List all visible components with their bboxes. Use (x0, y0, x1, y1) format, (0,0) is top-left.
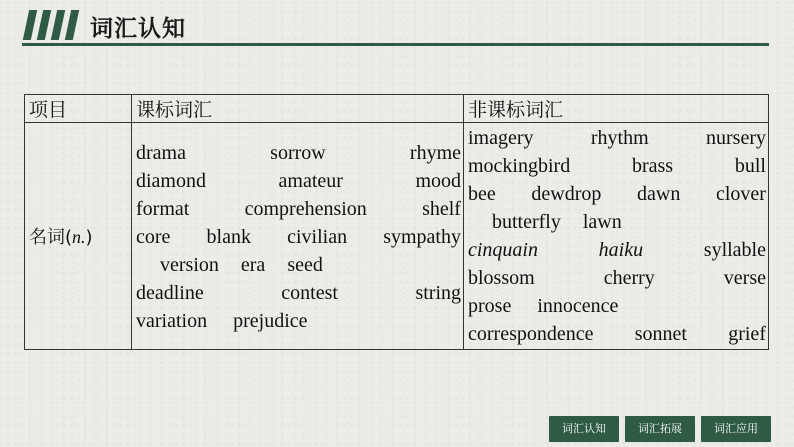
vocab-word: drama (136, 142, 186, 164)
vocab-word: deadline (136, 282, 204, 304)
vocab-word: innocence (537, 295, 619, 317)
vocab-word: lawn (582, 211, 622, 233)
vocab-word: prejudice (233, 310, 308, 332)
vocab-word: mood (415, 170, 461, 192)
vocab-word: sorrow (270, 142, 326, 164)
row-label-text: 名词( (29, 227, 73, 248)
vocab-line (136, 279, 461, 307)
header-nonstandard-vocab: 非课标词汇 (464, 95, 769, 123)
vocab-word: seed (287, 254, 323, 276)
title-underline (22, 43, 769, 46)
vocab-word: nursery (706, 127, 766, 149)
vocab-word: grief (728, 323, 766, 345)
row-label-close: ) (85, 227, 93, 248)
vocab-word: cherry (603, 267, 655, 289)
vocab-word: amateur (278, 170, 343, 192)
vocab-word: verse (723, 267, 766, 289)
vocab-word: version (160, 254, 219, 276)
standard-vocab-cell (132, 123, 464, 350)
vocab-word: mockingbird (468, 155, 571, 177)
vocab-line (468, 320, 766, 348)
header (0, 0, 794, 50)
vocab-line (136, 195, 461, 223)
vocab-word: comprehension (244, 198, 367, 220)
vocab-line (136, 167, 461, 195)
vocab-word: syllable (703, 239, 766, 261)
stripe (37, 10, 51, 40)
vocab-word: cinquain (468, 239, 538, 261)
vocab-word: variation (136, 310, 208, 332)
vocab-word: sympathy (383, 226, 461, 248)
vocab-line (136, 251, 461, 279)
nav-button-vocab-application[interactable]: 词汇应用 (701, 416, 771, 442)
vocab-word: bull (734, 155, 766, 177)
vocab-word: butterfly (492, 211, 561, 233)
vocab-word: rhyme (409, 142, 461, 164)
vocab-word: format (136, 198, 190, 220)
table-header-row (25, 95, 769, 123)
vocab-word: shelf (422, 198, 461, 220)
vocab-word: correspondence (468, 323, 594, 345)
vocab-line (136, 139, 461, 167)
vocab-word: rhythm (590, 127, 649, 149)
stripe (51, 10, 65, 40)
stripe (65, 10, 79, 40)
vocab-word: era (240, 254, 266, 276)
vocab-line (136, 307, 461, 335)
nav-button-vocab-expansion[interactable]: 词汇拓展 (625, 416, 695, 442)
vocab-line (468, 152, 766, 180)
header-item: 项目 (25, 95, 132, 123)
vocab-line (468, 180, 766, 208)
nav-button-vocab-recognition[interactable]: 词汇认知 (549, 416, 619, 442)
vocab-word: brass (631, 155, 674, 177)
nonstandard-vocab-cell (464, 123, 769, 350)
vocab-word: blossom (468, 267, 535, 289)
vocab-word: clover (716, 183, 766, 205)
vocab-word: string (415, 282, 461, 304)
vocab-word: haiku (598, 239, 644, 261)
row-label-abbr: n. (72, 227, 86, 247)
vocab-line (468, 236, 766, 264)
vocab-word: sonnet (634, 323, 687, 345)
title-stripes-decoration (22, 10, 78, 40)
vocab-word: blank (206, 226, 251, 248)
vocab-word: core (136, 226, 171, 248)
vocab-line (468, 264, 766, 292)
stripe (23, 10, 37, 40)
vocab-word: civilian (287, 226, 348, 248)
page-title: 词汇认知 (90, 16, 186, 42)
vocab-word: dewdrop (531, 183, 602, 205)
vocab-word: dawn (637, 183, 681, 205)
vocab-word: prose (468, 295, 512, 317)
table-row (25, 123, 769, 350)
header-standard-vocab: 课标词汇 (132, 95, 464, 123)
vocab-word: imagery (468, 127, 534, 149)
vocab-line (468, 208, 766, 236)
vocab-word: contest (281, 282, 338, 304)
vocabulary-table (24, 94, 769, 350)
vocab-line (468, 124, 766, 152)
vocab-line (136, 223, 461, 251)
row-label-noun (25, 123, 132, 350)
vocab-line (468, 292, 766, 320)
vocab-word: diamond (136, 170, 206, 192)
vocab-word: bee (468, 183, 496, 205)
